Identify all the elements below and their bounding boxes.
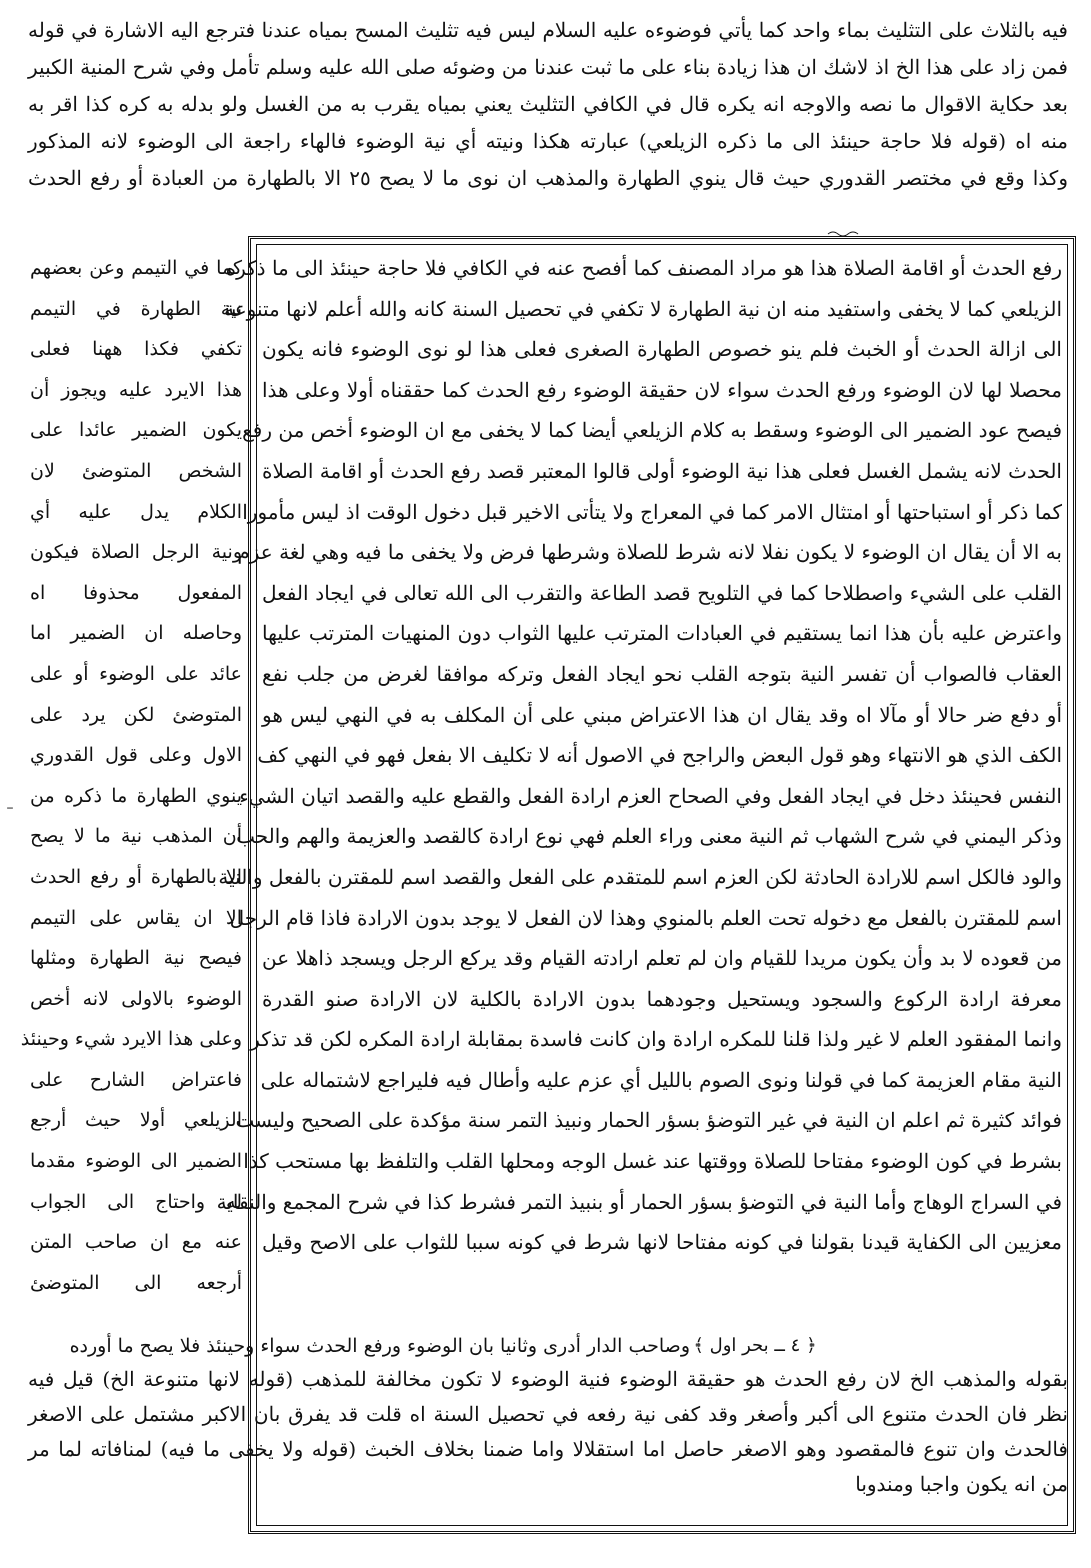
- text-line: والود فالكل اسم للارادة الحادثة لكن العزم اسم للمتقدم على الفعل والقصد اسم للمقترن بالفعل والنية: [218, 864, 1062, 889]
- text-line: واعترض عليه بأن هذا انما يستقيم في العبادات المترتب عليها الثواب دون المنهيات المترتب عليها: [262, 621, 1062, 646]
- text-line: الكف الذي هو الانتهاء وهو قول البعض والراجح في الاصول أنه لا تكليف الا بفعل فهو في النهي كف: [257, 743, 1062, 768]
- text-line: الاول وعلى قول القدوري: [30, 744, 242, 767]
- text-line: له واحتاج الى الجواب: [30, 1190, 242, 1213]
- text-line: فالحدث وان تنوع فالمقصود وهو الاصغر حاصل اما استقلالا واما ضمنا بخلاف الخبث (قوله ولا يخفى ما فيه) لمنافاته لما مر: [28, 1437, 1068, 1461]
- text-line: المتوضئ لكن يرد على: [30, 703, 242, 726]
- text-line: منه اه (قوله فلا حاجة حينئذ الى ما ذكره الزيلعي) عبارته هكذا ونيته أي نية الوضوء فالهاء راجعة الى الوضوء لانه المذكور: [28, 129, 1068, 153]
- text-line: اسم للمقترن بالفعل مع دخوله تحت العلم بالمنوي وهذا لان الفعل لا يوجد بدون الارادة فاذا قام الرجل: [229, 905, 1062, 930]
- text-line: أو دفع ضر حالا أو مآلا اه وقد يقال ان هذا الاعتراض مبني على أن المكلف به في النهي ليس هو: [262, 702, 1062, 727]
- text-line: به الا أن يقال ان الوضوء لا يكون نفلا لانه شرط للصلاة وشرطها فرض ولا يخفى ما فيه وهي لغة عزم: [237, 540, 1062, 565]
- text-line: فيصح عود الضمير الى الوضوء وسقط به كلام الزيلعي أيضا كما لا يخفى مع ان الوضوء أخص من رفع: [242, 418, 1062, 443]
- text-line: وحاصله ان الضمير اما: [30, 622, 242, 645]
- text-line: بعد حكاية الاقوال ما نصه والاوجه انه يكره قال في الكافي التثليث يعني بمياه يقرب به من الغسل ولو بدله به كره كذا اقر به: [28, 92, 1068, 116]
- page-marker-note: وصاحب الدار أدرى وثانيا بان الوضوء ورفع الحدث سواء وحينئذ فلا يصح ما أورده: [69, 1335, 690, 1357]
- text-line: فاعتراض الشارح على: [30, 1068, 242, 1091]
- text-line: الزيلعي كما لا يخفى واستفيد منه ان نية الطهارة لا تكفي في تحصيل السنة كانه والله أعلم لانها متنوعة: [224, 296, 1062, 321]
- text-line: محصلا لها لان الوضوء ورفع الحدث سواء لان حقيقة الوضوء رفع الحدث كما حققناه أولا وعلى هذا: [262, 377, 1062, 402]
- text-line: فوائد كثيرة ثم اعلم ان النية في غير التوضؤ بسؤر الحمار ونبيذ التمر سنة مؤكدة على الصحيح وليست: [235, 1108, 1062, 1133]
- text-line: رفع الحدث أو اقامة الصلاة هذا هو مراد المصنف كما أفصح عنه في الكافي فلا حاجة حينئذ الى ما ذكره: [225, 256, 1062, 280]
- text-line: وكذا وقع في مختصر القدوري حيث قال ينوي الطهارة والمذهب ان نوى ما لا يصح ٢٥ الا بالطهارة من العبادة أو رفع الحدث: [28, 166, 1068, 190]
- text-line: من قعوده لا بد وأن يكون مريدا للقيام وان لم تعلم ارادته القيام وقد يركع الرجل ويسجد ذاهلا عن: [262, 946, 1062, 971]
- text-line: يكون الضمير عائدا على: [30, 419, 242, 442]
- text-line: معزيين الى الكفاية قيدنا بقولنا في كونه مفتاحا لانها شرط في كونه سببا للثواب على الاصح وقيل: [262, 1230, 1062, 1255]
- text-line: كما في التيمم وعن بعضهم: [30, 257, 242, 279]
- text-line: في السراج الوهاج وأما النية في التوضؤ بسؤر الحمار أو بنبيذ التمر فشرط كذا في شرح المجمع والنقاية: [216, 1189, 1062, 1214]
- text-line: وعلى هذا الايرد شيء وحينئذ: [20, 1028, 242, 1051]
- text-line: معرفة ارادة الركوع والسجود ويستحيل وجودهما بدون الارادة بالكلية لان الارادة صنو القدرة: [262, 986, 1062, 1011]
- text-line: القلب على الشيء واصطلاحا كما في التلويح قصد الطاعة والتقرب الى الله تعالى في ايجاد الفعل: [262, 580, 1062, 605]
- text-line: بقوله والمذهب الخ لان رفع الحدث هو حقيقة الوضوء فنية الوضوء لا تكون مخالفة للمذهب (قوله لانها متنوعة الخ) قيل فيه: [28, 1367, 1068, 1391]
- text-line: الكلام يدل عليه أي: [30, 500, 242, 523]
- text-line: فيه بالثلاث على التثليث بماء واحد كما يأتي فوضوءه عليه السلام ليس فيه تثليث المسح بمياه عندنا فترجع اليه الاشارة في قوله: [28, 18, 1068, 42]
- text-line: الحدث لانه يشمل الغسل فعلى هذا نية الوضوء أولى قالوا المعتبر قصد رفع الحدث أو اقامة الصلاة: [262, 458, 1062, 483]
- text-line: عنه مع ان صاحب المتن: [30, 1231, 242, 1254]
- text-line: النفس فحينئذ دخل في ايجاد الفعل وفي الصحاح العزم ارادة الفعل والقطع عليه والقصد اتيان الشيء: [239, 783, 1062, 808]
- text-line: وذكر اليمني في شرح الشهاب ثم النية معنى وراء العلم فهي نوع ارادة كالقصد والعزيمة والهم والحب: [236, 824, 1062, 849]
- text-line: هذا الايرد عليه ويجوز أن: [30, 378, 242, 401]
- text-line: كما ذكر أو استباحتها أو امتثال الامر كما في المعراج ولا يتأتى الاخير قبل دخول الوقت اذ ليس مأمورا: [242, 499, 1062, 524]
- text-line: نظر فان الحدث متنوع الى أكبر وأصغر وقد كفى نية رفعه في تحصيل السنة اه قلت قد يفرق بان الاكبر مشتمل على الاصغر: [28, 1402, 1068, 1426]
- text-line: نية الطهارة في التيمم: [30, 297, 242, 320]
- text-line: الى ازالة الحدث أو الخبث فلم ينو خصوص الطهارة الصغرى فعلى هذا لو نوى الوضوء فانه يكون: [262, 337, 1062, 362]
- text-line: ونية الرجل الصلاة فيكون: [30, 541, 242, 564]
- text-line: الوضوء بالاولى لانه أخص: [30, 987, 242, 1010]
- text-line: المفعول محذوفا اه: [30, 581, 242, 604]
- text-line: العقاب فالصواب أن تفسر النية بتوجه القلب نحو ايجاد الفعل وتركه موافقا لغرض من جلب نفع: [262, 661, 1062, 686]
- page-marker: ﴿ ٤ ــ بحر اول ﴾: [693, 1335, 817, 1356]
- text-line: عائد على الوضوء أو على: [30, 662, 242, 685]
- text-line: النية مقام العزيمة كما في قولنا ونوى الصوم بالليل أي عزم عليه وأطال فيه فليراجع لاشتماله على: [260, 1067, 1062, 1092]
- margin-commentary-column: [20, 248, 242, 1303]
- main-text-column: [216, 248, 1062, 1263]
- text-line: وانما المفقود العلم لا غير ولذا قلنا للمكره ارادة وان كانت فاسدة بمقابلة ارادة المكره لكن قد تذكر: [250, 1027, 1062, 1052]
- text-line: الضمير الى الوضوء مقدما: [30, 1150, 242, 1173]
- text-line: فيصح نية الطهارة ومثلها: [30, 947, 242, 970]
- top-commentary: [28, 12, 1068, 197]
- text-line: الا بالطهارة أو رفع الحدث: [30, 865, 242, 888]
- text-line: الشخص المتوضئ لان: [30, 459, 242, 482]
- text-line: أرجعه الى المتوضئ: [30, 1271, 242, 1294]
- text-line: ينوي الطهارة ما ذكره من: [30, 784, 242, 807]
- text-line: تكفي فكذا ههنا فعلى: [30, 338, 242, 361]
- text-line: الزيلعي أولا حيث أرجع: [30, 1109, 242, 1132]
- text-line: من انه يكون واجبا ومندوبا: [855, 1472, 1068, 1496]
- text-line: أن المذهب نية ما لا يصح: [30, 825, 242, 848]
- margin-mark: –: [6, 800, 14, 816]
- text-line: فمن زاد على هذا الخ اذ لاشك ان هذا زيادة بناء على ما ثبت عندنا من وضوئه صلى الله عليه وسلم تأمل وفي شرح المنية الكبير: [28, 55, 1068, 79]
- bottom-commentary: [28, 1362, 1068, 1502]
- text-line: بشرط في كون الوضوء مفتاحا للصلاة ووقتها عند غسل الوجه ومحلها القلب والتلفظ بها مستحب كذا: [243, 1149, 1062, 1174]
- text-line: الا ان يقاس على التيمم: [30, 906, 242, 929]
